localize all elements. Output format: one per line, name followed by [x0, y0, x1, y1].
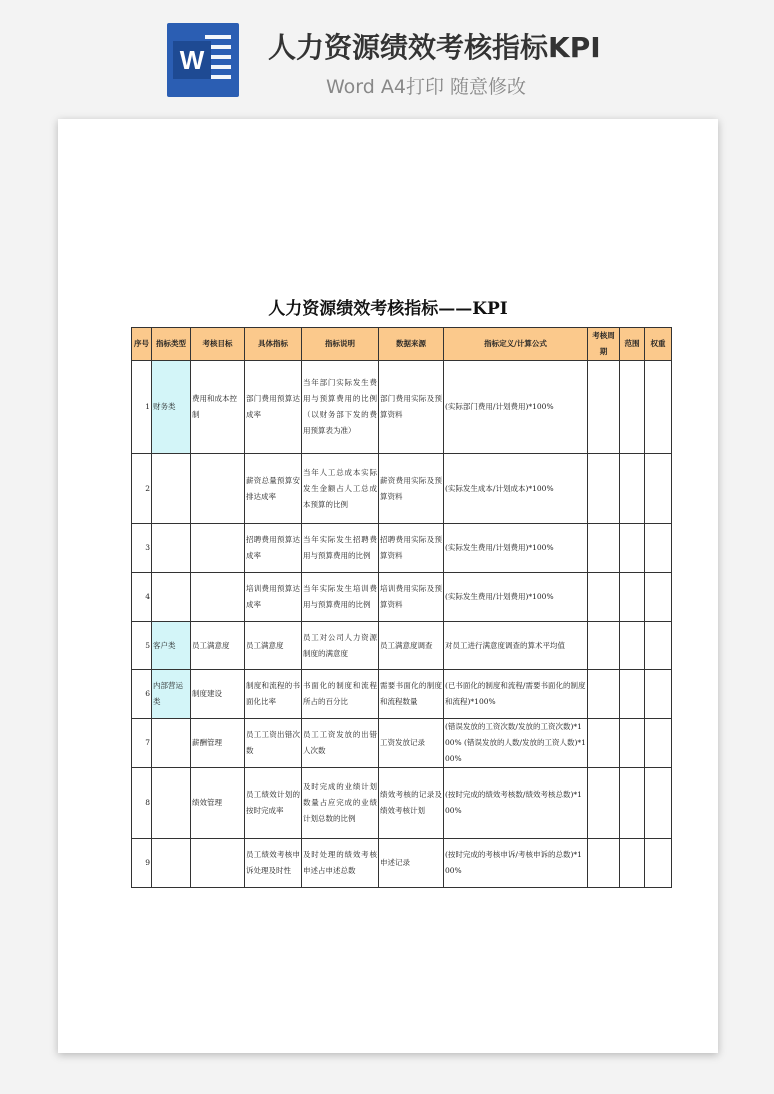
cell-source: 工资发放记录 [379, 719, 444, 768]
cell-type [152, 573, 191, 622]
cell-type: 客户类 [152, 622, 191, 670]
cell-indicator: 员工满意度 [245, 622, 302, 670]
table-row [132, 524, 672, 573]
table-row [132, 670, 672, 719]
cell-weight [645, 719, 672, 768]
cell-scope [620, 670, 645, 719]
cell-cycle [588, 670, 620, 719]
cell-no: 6 [132, 670, 152, 719]
word-icon-letter: W [173, 41, 211, 79]
cell-source: 需要书面化的制度和流程数量 [379, 670, 444, 719]
cell-goal: 薪酬管理 [191, 719, 245, 768]
cell-no: 5 [132, 622, 152, 670]
cell-source: 招聘费用实际及预算资料 [379, 524, 444, 573]
cell-formula: (实际部门费用/计划费用)*100% [444, 361, 588, 454]
page-header [0, 0, 774, 110]
cell-formula: 对员工进行满意度调查的算术平均值 [444, 622, 588, 670]
cell-goal [191, 454, 245, 524]
cell-indicator: 部门费用预算达成率 [245, 361, 302, 454]
cell-source: 申述记录 [379, 839, 444, 888]
cell-weight [645, 622, 672, 670]
kpi-table [131, 327, 672, 888]
cell-scope [620, 719, 645, 768]
cell-source: 培训费用实际及预算资料 [379, 573, 444, 622]
cell-goal: 绩效管理 [191, 768, 245, 839]
col-header: 序号 [132, 328, 152, 361]
cell-type [152, 524, 191, 573]
word-app-icon [167, 23, 239, 97]
cell-no: 4 [132, 573, 152, 622]
cell-weight [645, 573, 672, 622]
col-header: 权重 [645, 328, 672, 361]
table-row [132, 768, 672, 839]
document-page [58, 119, 718, 1053]
cell-formula: (实际发生费用/计划费用)*100% [444, 524, 588, 573]
cell-no: 1 [132, 361, 152, 454]
cell-desc: 当年实际发生招聘费用与预算费用的比例 [302, 524, 379, 573]
cell-indicator: 员工绩效考核申诉处理及时性 [245, 839, 302, 888]
cell-scope [620, 768, 645, 839]
cell-formula: (错误发放的工资次数/发放的工资次数)*100% (错误发放的人数/发放的工资人数)*100% [444, 719, 588, 768]
table-header-row [132, 328, 672, 361]
col-header: 指标说明 [302, 328, 379, 361]
cell-indicator: 招聘费用预算达成率 [245, 524, 302, 573]
table-row [132, 454, 672, 524]
cell-cycle [588, 524, 620, 573]
cell-desc: 当年部门实际发生费用与预算费用的比例（以财务部下发的费用预算表为准） [302, 361, 379, 454]
cell-weight [645, 454, 672, 524]
cell-type: 财务类 [152, 361, 191, 454]
cell-goal: 费用和成本控制 [191, 361, 245, 454]
cell-goal [191, 839, 245, 888]
col-header: 指标定义/计算公式 [444, 328, 588, 361]
page-title: 人力资源绩效考核指标KPI [268, 31, 601, 64]
cell-desc: 员工工资发放的出错人次数 [302, 719, 379, 768]
cell-no: 7 [132, 719, 152, 768]
cell-weight [645, 524, 672, 573]
cell-formula: (实际发生成本/计划成本)*100% [444, 454, 588, 524]
cell-goal [191, 524, 245, 573]
cell-type: 内部营运类 [152, 670, 191, 719]
cell-type [152, 768, 191, 839]
cell-type [152, 719, 191, 768]
cell-no: 9 [132, 839, 152, 888]
cell-formula: (实际发生费用/计划费用)*100% [444, 573, 588, 622]
cell-goal: 制度建设 [191, 670, 245, 719]
cell-formula: (按时完成的考核申诉/考核申诉的总数)*100% [444, 839, 588, 888]
table-row [132, 839, 672, 888]
cell-indicator: 培训费用预算达成率 [245, 573, 302, 622]
cell-desc: 当年人工总成本实际发生金额占人工总成本预算的比例 [302, 454, 379, 524]
cell-weight [645, 670, 672, 719]
cell-source: 绩效考核的记录及绩效考核计划 [379, 768, 444, 839]
cell-scope [620, 622, 645, 670]
cell-indicator: 制度和流程的书面化比率 [245, 670, 302, 719]
cell-weight [645, 839, 672, 888]
cell-goal: 员工满意度 [191, 622, 245, 670]
col-header: 指标类型 [152, 328, 191, 361]
col-header: 数据来源 [379, 328, 444, 361]
table-row [132, 573, 672, 622]
cell-desc: 当年实际发生培训费用与预算费用的比例 [302, 573, 379, 622]
cell-desc: 书面化的制度和流程所占的百分比 [302, 670, 379, 719]
cell-cycle [588, 361, 620, 454]
cell-cycle [588, 768, 620, 839]
cell-weight [645, 361, 672, 454]
cell-scope [620, 524, 645, 573]
cell-no: 3 [132, 524, 152, 573]
cell-cycle [588, 839, 620, 888]
cell-scope [620, 454, 645, 524]
table-row [132, 719, 672, 768]
cell-type [152, 839, 191, 888]
cell-indicator: 员工绩效计划的按时完成率 [245, 768, 302, 839]
page-subtitle: Word A4打印 随意修改 [326, 76, 527, 98]
cell-scope [620, 839, 645, 888]
cell-no: 2 [132, 454, 152, 524]
cell-source: 员工满意度调查 [379, 622, 444, 670]
cell-scope [620, 361, 645, 454]
document-title: 人力资源绩效考核指标——KPI [268, 299, 508, 319]
cell-source: 薪资费用实际及预算资料 [379, 454, 444, 524]
cell-goal [191, 573, 245, 622]
cell-indicator: 薪资总量预算安排达成率 [245, 454, 302, 524]
table-row [132, 622, 672, 670]
cell-cycle [588, 719, 620, 768]
col-header: 考核目标 [191, 328, 245, 361]
col-header: 考核周期 [588, 328, 620, 361]
col-header: 范围 [620, 328, 645, 361]
cell-desc: 员工对公司人力资源制度的满意度 [302, 622, 379, 670]
cell-cycle [588, 622, 620, 670]
cell-cycle [588, 454, 620, 524]
cell-scope [620, 573, 645, 622]
cell-formula: (已书面化的制度和流程/需要书面化的制度和流程)*100% [444, 670, 588, 719]
cell-source: 部门费用实际及预算资料 [379, 361, 444, 454]
cell-cycle [588, 573, 620, 622]
col-header: 具体指标 [245, 328, 302, 361]
cell-indicator: 员工工资出错次数 [245, 719, 302, 768]
table-row [132, 361, 672, 454]
cell-desc: 及时处理的绩效考核申述占申述总数 [302, 839, 379, 888]
cell-no: 8 [132, 768, 152, 839]
cell-weight [645, 768, 672, 839]
cell-formula: (按时完成的绩效考核数/绩效考核总数)*100% [444, 768, 588, 839]
cell-desc: 及时完成的业绩计划数量占应完成的业绩计划总数的比例 [302, 768, 379, 839]
cell-type [152, 454, 191, 524]
